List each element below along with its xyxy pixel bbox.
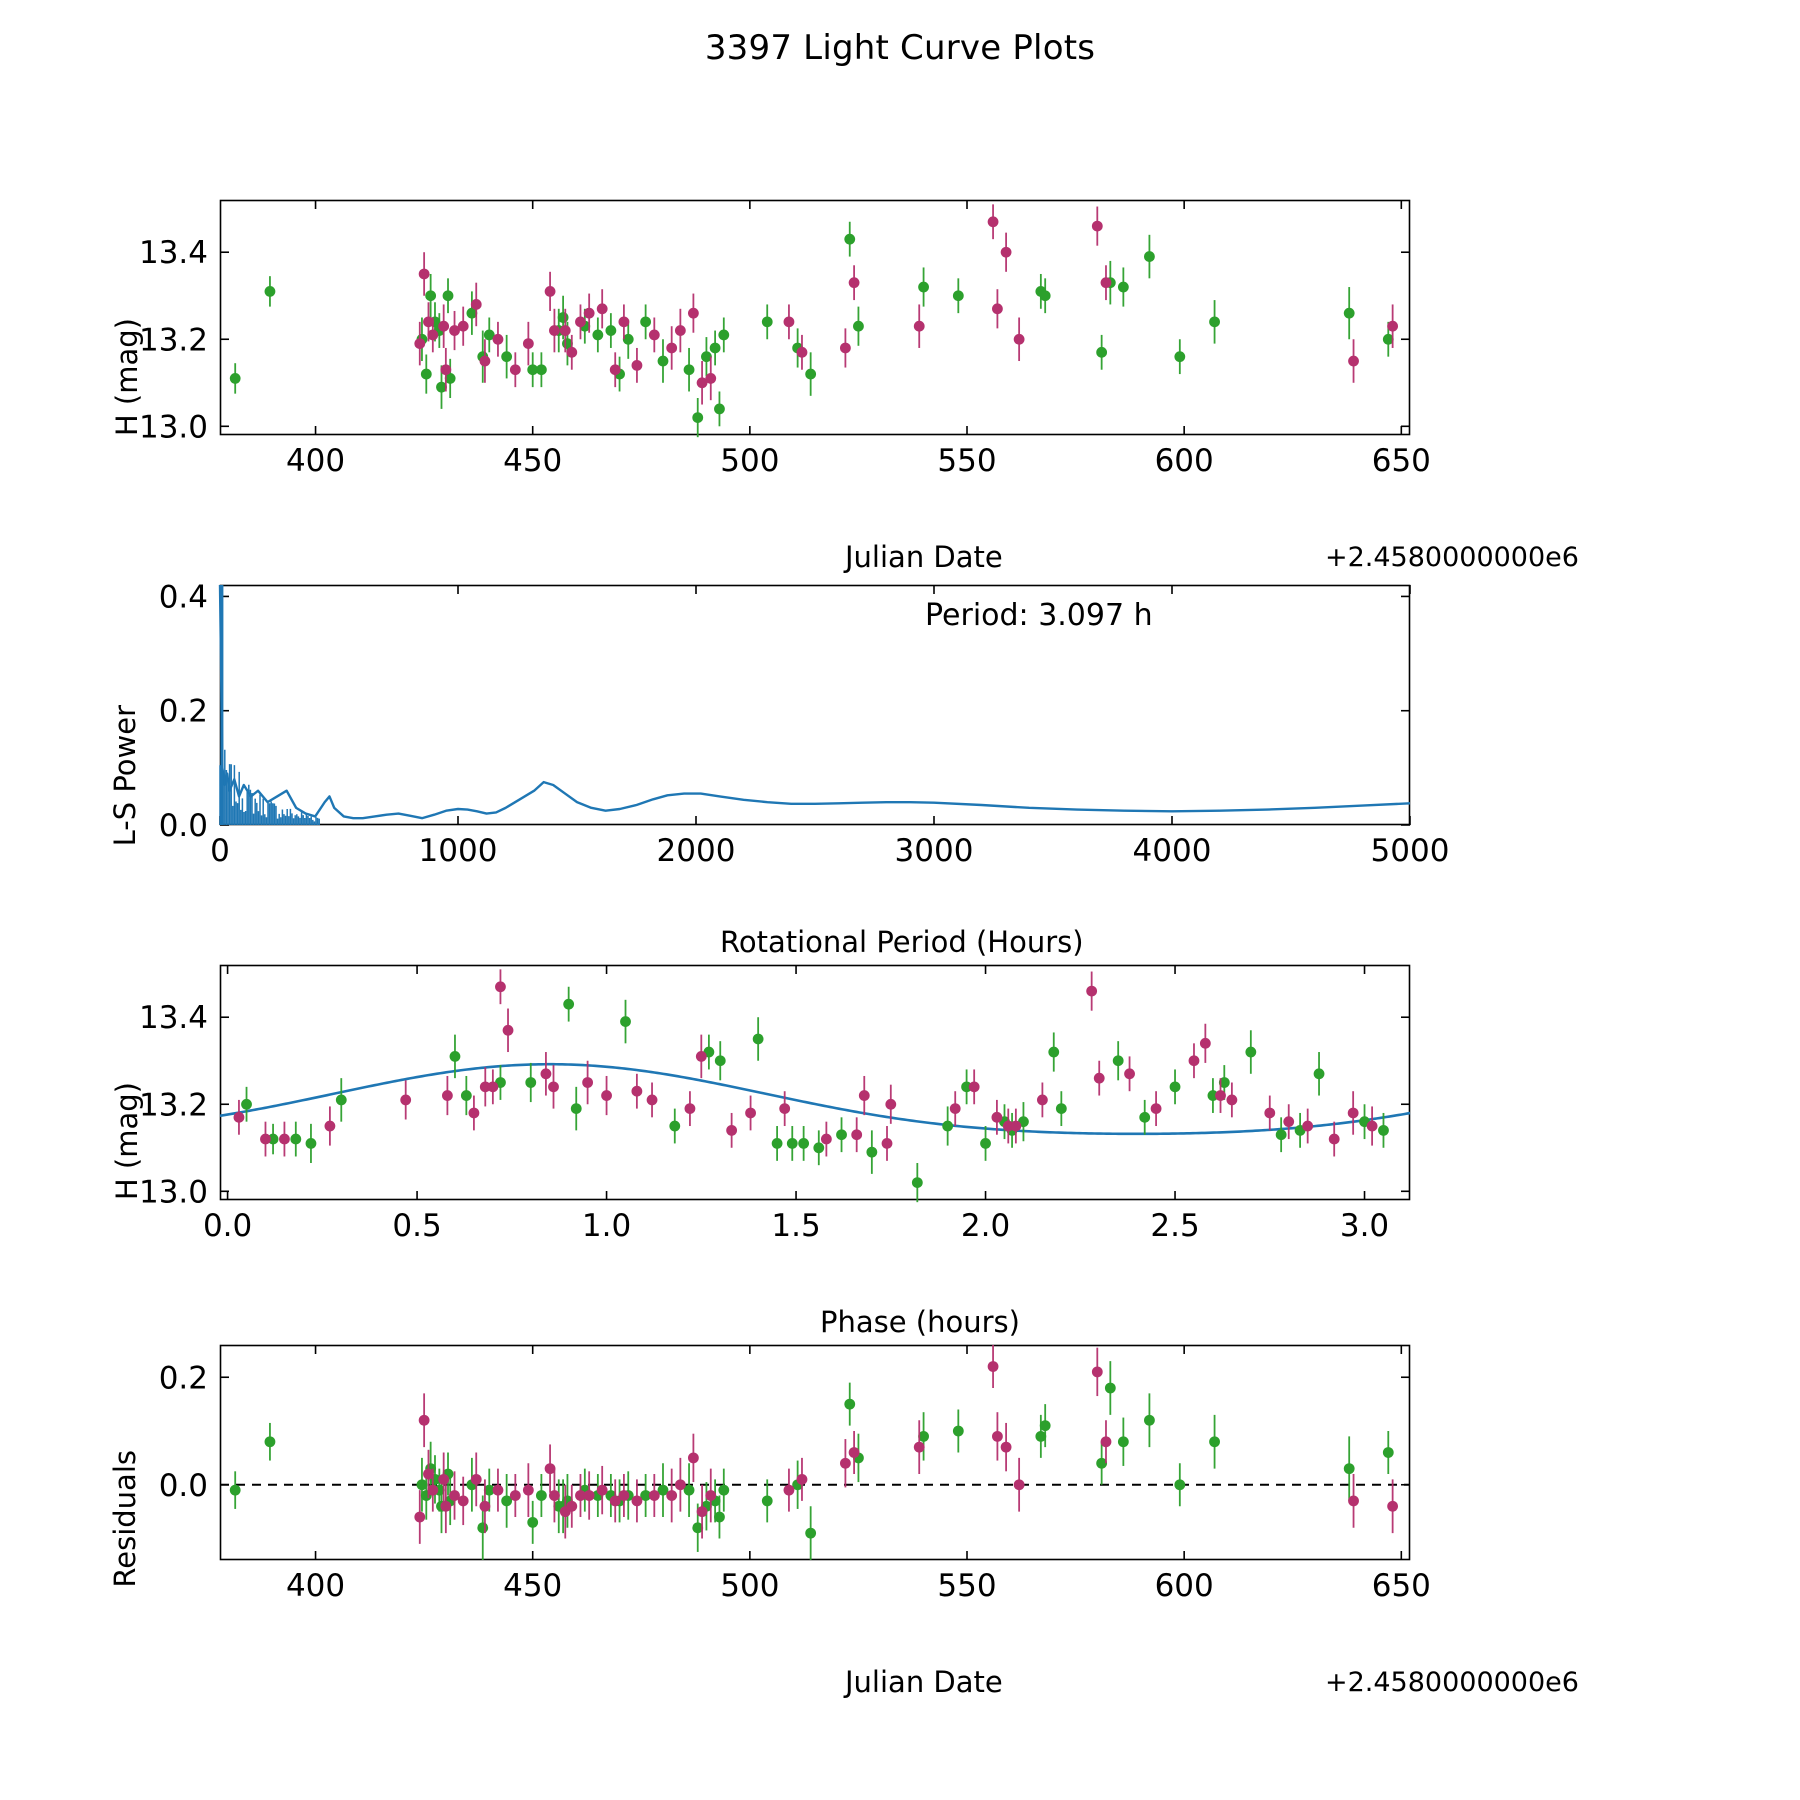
y-tick-label: 13.0 bbox=[138, 1174, 208, 1211]
x-tick-label: 450 bbox=[503, 1568, 563, 1604]
y-tick-label: 0.2 bbox=[158, 1360, 208, 1397]
x-tick-label: 550 bbox=[937, 1568, 997, 1604]
scatter-series-green bbox=[230, 1361, 1394, 1560]
x-tick-label: 2000 bbox=[656, 833, 736, 869]
y-tick-label: 0.2 bbox=[158, 693, 208, 730]
x-tick-label: 550 bbox=[937, 443, 997, 479]
y-tick-label: 0.0 bbox=[158, 1467, 208, 1504]
axis-label-y-1: L-S Power bbox=[108, 705, 142, 847]
scatter-series-green bbox=[230, 222, 1394, 437]
y-tick-label: 0.0 bbox=[158, 808, 208, 844]
axis-label-x-0: Julian Date bbox=[845, 540, 1003, 574]
x-tick-label: 0 bbox=[210, 833, 230, 869]
periodogram-line bbox=[220, 585, 1410, 818]
axis-label-x-2: Phase (hours) bbox=[820, 1305, 1020, 1339]
x-tick-label: 650 bbox=[1371, 443, 1431, 479]
axis-offset-x-3: +2.4580000000e6 bbox=[1325, 1667, 1579, 1698]
period-annotation: Period: 3.097 h bbox=[925, 598, 1153, 633]
scatter-series-magenta bbox=[414, 204, 1398, 404]
x-tick-label: 600 bbox=[1154, 1568, 1214, 1604]
axis-label-x-1: Rotational Period (Hours) bbox=[720, 925, 1084, 959]
scatter-series-magenta bbox=[414, 1345, 1398, 1544]
y-tick-label: 13.4 bbox=[138, 235, 208, 272]
y-tick-label: 13.2 bbox=[138, 1087, 208, 1124]
x-tick-label: 600 bbox=[1154, 443, 1214, 479]
x-tick-label: 3000 bbox=[894, 833, 974, 869]
x-tick-label: 0.0 bbox=[202, 1208, 253, 1244]
x-tick-label: 500 bbox=[720, 1568, 780, 1604]
x-tick-label: 1000 bbox=[418, 833, 498, 869]
plot-area-3 bbox=[158, 1345, 1431, 1604]
x-tick-label: 2.5 bbox=[1150, 1208, 1200, 1244]
x-tick-label: 3.0 bbox=[1339, 1208, 1390, 1244]
y-tick-label: 13.2 bbox=[138, 322, 208, 359]
chart-lomb-scargle-periodogram bbox=[158, 579, 1450, 869]
plot-area-0 bbox=[138, 200, 1431, 479]
y-tick-label: 0.4 bbox=[158, 579, 208, 616]
x-tick-label: 5000 bbox=[1370, 833, 1450, 869]
axis-offset-x-0: +2.4580000000e6 bbox=[1325, 542, 1579, 573]
axis-label-x-3: Julian Date bbox=[845, 1665, 1003, 1699]
x-tick-label: 0.5 bbox=[392, 1208, 442, 1244]
x-tick-label: 650 bbox=[1371, 1568, 1431, 1604]
plot-area-2 bbox=[138, 965, 1410, 1244]
axis-label-y-0: H (mag) bbox=[110, 318, 144, 437]
chart-residuals bbox=[158, 1345, 1431, 1604]
axis-label-y-2: H (mag) bbox=[110, 1082, 144, 1201]
x-tick-label: 1.0 bbox=[581, 1208, 632, 1244]
x-tick-label: 2.0 bbox=[960, 1208, 1011, 1244]
chart-phase-folded-lightcurve bbox=[138, 965, 1410, 1244]
x-tick-label: 500 bbox=[720, 443, 780, 479]
x-tick-label: 4000 bbox=[1132, 833, 1212, 869]
y-tick-label: 13.0 bbox=[138, 409, 208, 446]
y-tick-label: 13.4 bbox=[138, 1000, 208, 1037]
chart-lightcurve-time bbox=[138, 200, 1431, 479]
x-tick-label: 400 bbox=[285, 443, 346, 479]
x-tick-label: 1.5 bbox=[771, 1208, 821, 1244]
axis-label-y-3: Residuals bbox=[108, 1450, 142, 1588]
x-tick-label: 450 bbox=[503, 443, 563, 479]
x-tick-label: 400 bbox=[285, 1568, 346, 1604]
page-title: 3397 Light Curve Plots bbox=[704, 28, 1096, 68]
plot-area-1 bbox=[158, 579, 1450, 869]
